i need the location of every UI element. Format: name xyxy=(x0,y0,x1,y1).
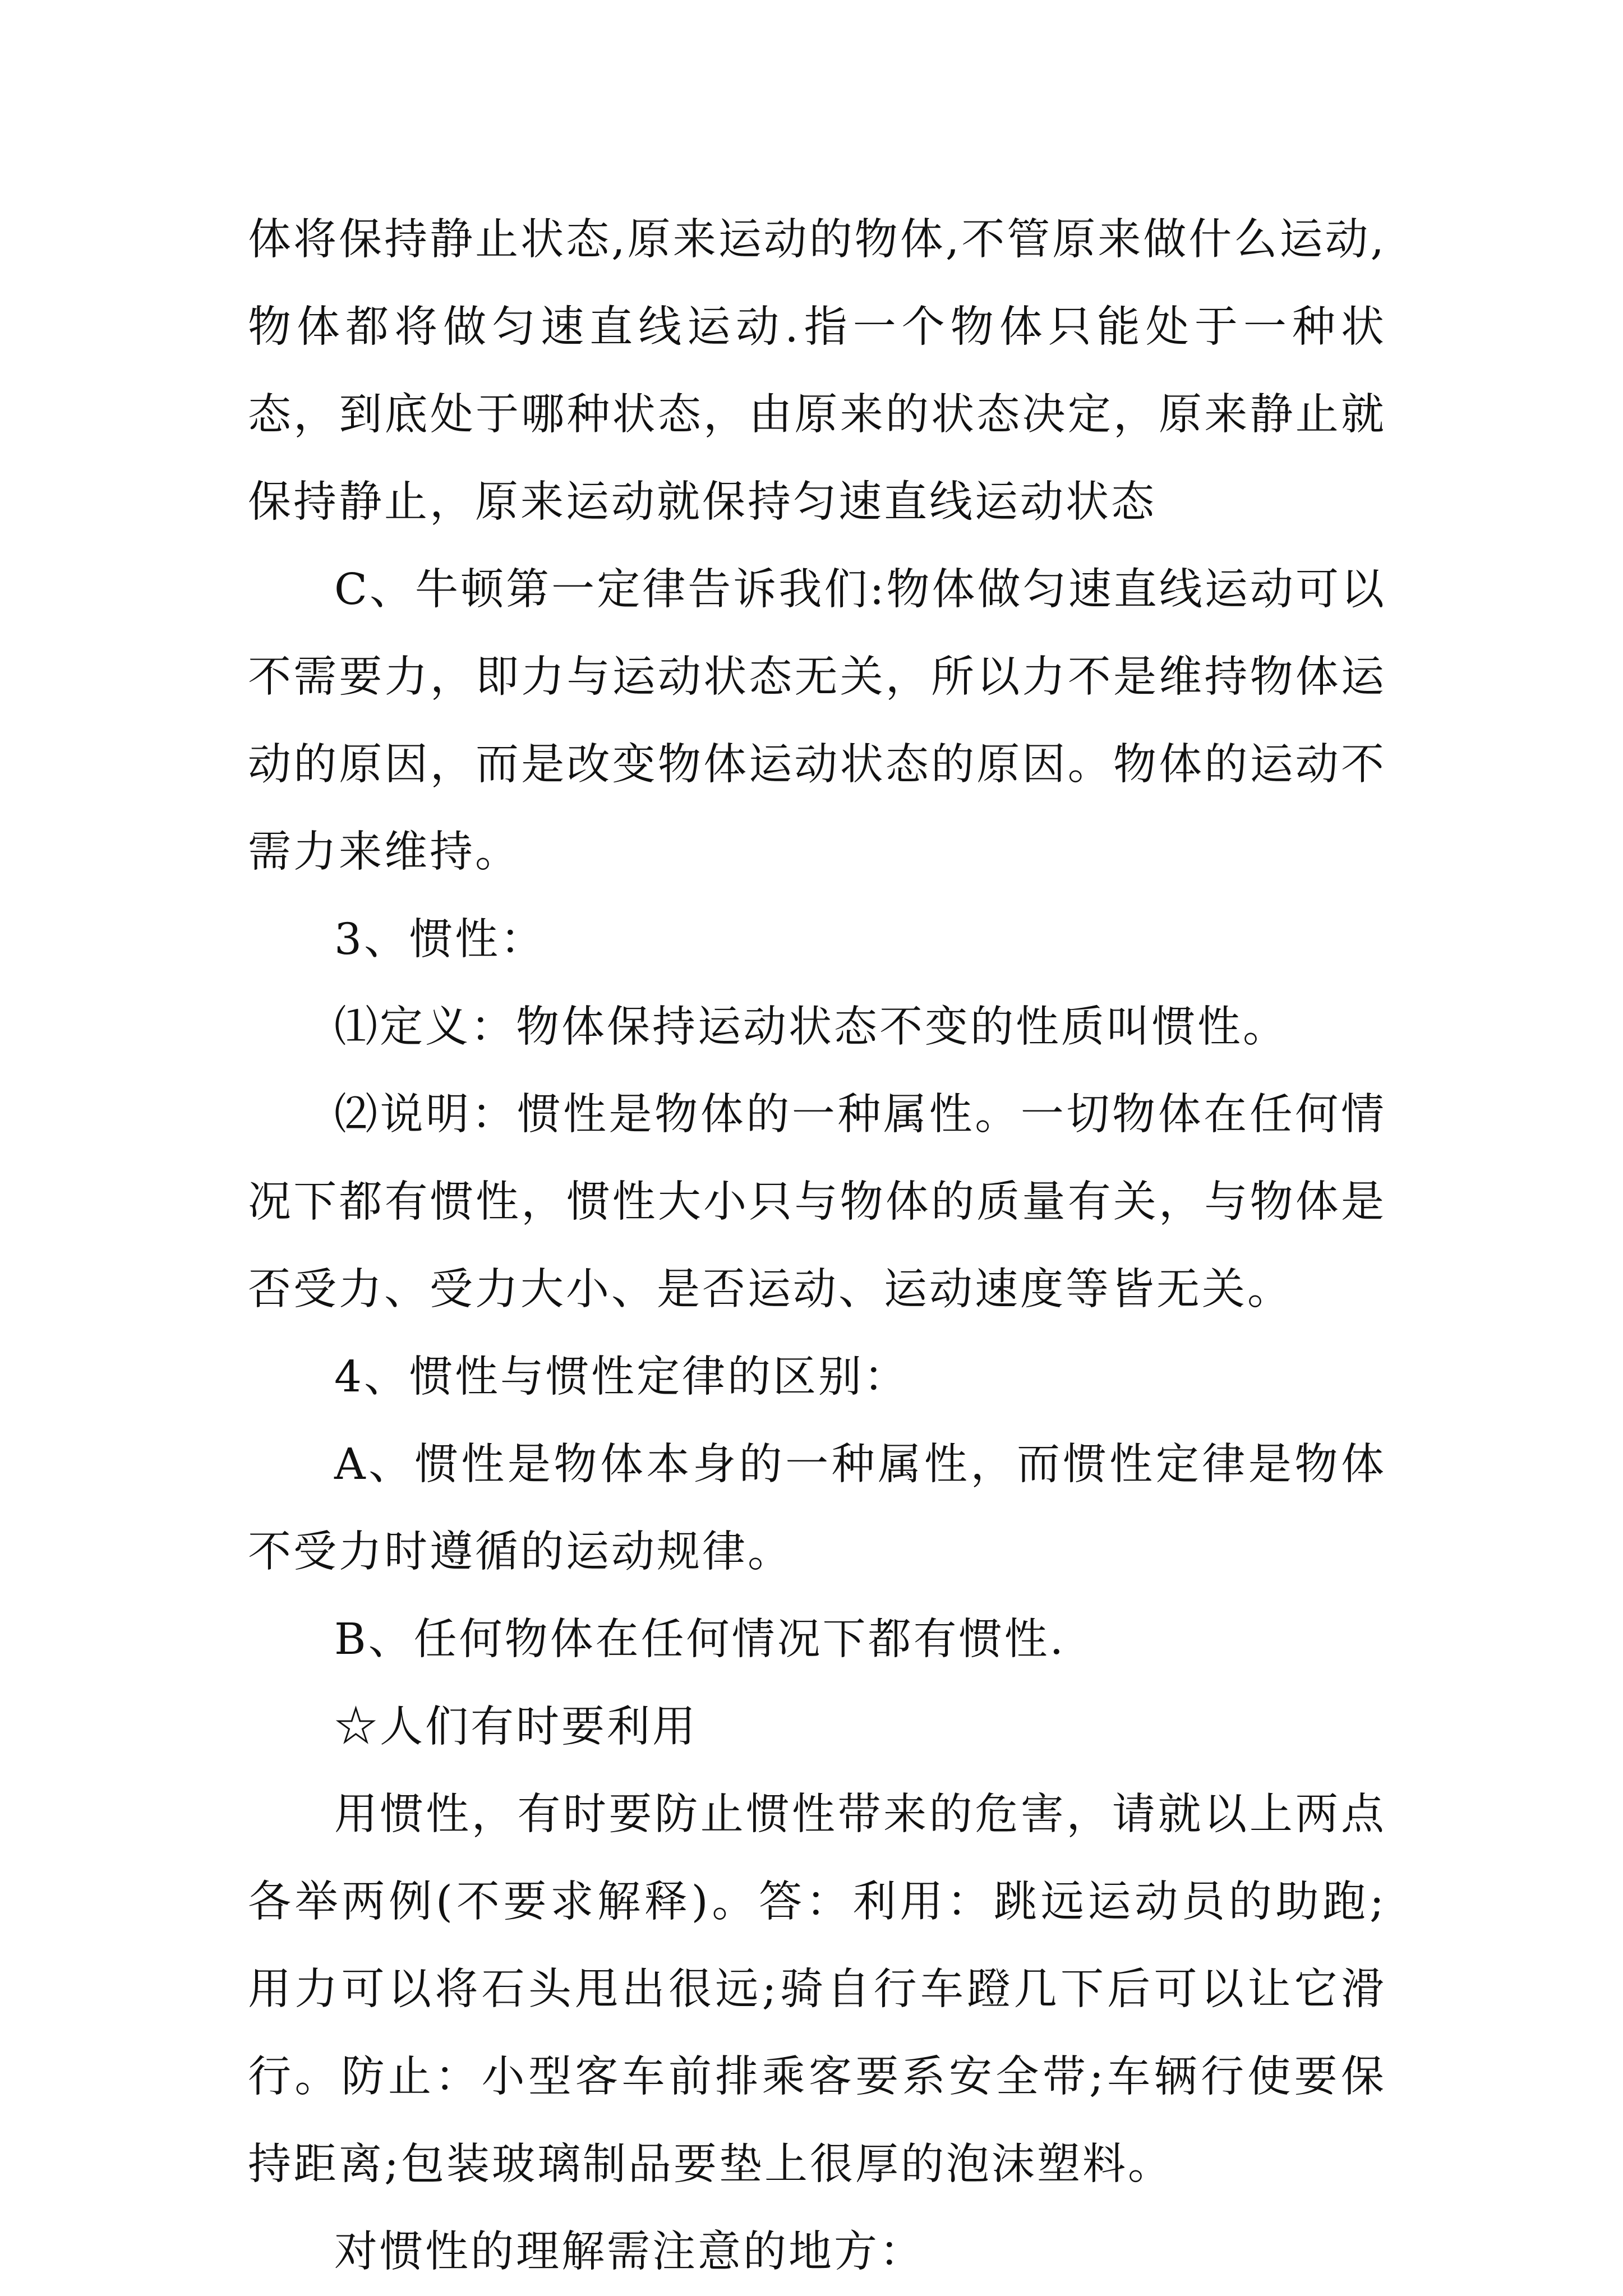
document-body xyxy=(248,196,1386,2296)
heading-inertia-vs-law: 4、惯性与惯性定律的区别： xyxy=(334,1352,909,1402)
paragraph-inertia-definition: ⑴定义：物体保持运动状态不变的性质叫惯性。 xyxy=(334,1002,1288,1052)
heading-inertia: 3、惯性： xyxy=(334,915,546,965)
paragraph-newton-first-law: C、牛顿第一定律告诉我们:物体做匀速直线运动可以不需要力，即力与运动状态无关，所以力不是维持物体运动的原因，而是改变物体运动状态的原因。物体的运动不需力来维持。 xyxy=(248,565,1386,877)
paragraph-difference-b: B、任何物体在任何情况下都有惯性. xyxy=(334,1615,1066,1665)
paragraph-continuation: 体将保持静止状态,原来运动的物体,不管原来做什么运动,物体都将做匀速直线运动.指一个物体只能处于一种状态，到底处于哪种状态，由原来的状态决定，原来静止就保持静止，原来运动就保持匀速直线运动状态 xyxy=(248,215,1386,527)
paragraph-notes-heading: 对惯性的理解需注意的地方： xyxy=(334,2227,925,2277)
paragraph-difference-a: A、惯性是物体本身的一种属性，而惯性定律是物体不受力时遵循的运动规律。 xyxy=(248,1440,1386,1577)
paragraph-inertia-explanation: ⑵说明：惯性是物体的一种属性。一切物体在任何情况下都有惯性，惯性大小只与物体的质量有关，与物体是否受力、受力大小、是否运动、运动速度等皆无关。 xyxy=(248,1090,1386,1315)
paragraph-examples: 用惯性，有时要防止惯性带来的危害，请就以上两点各举两例(不要求解释)。答：利用：跳远运动员的助跑;用力可以将石头甩出很远;骑自行车蹬几下后可以让它滑行。防止：小型客车前排乘客要系安全带;车辆行使要保持距离;包装玻璃制品要垫上很厚的泡沫塑料。 xyxy=(248,1790,1386,2189)
paragraph-star-note: ☆人们有时要利用 xyxy=(334,1702,698,1752)
